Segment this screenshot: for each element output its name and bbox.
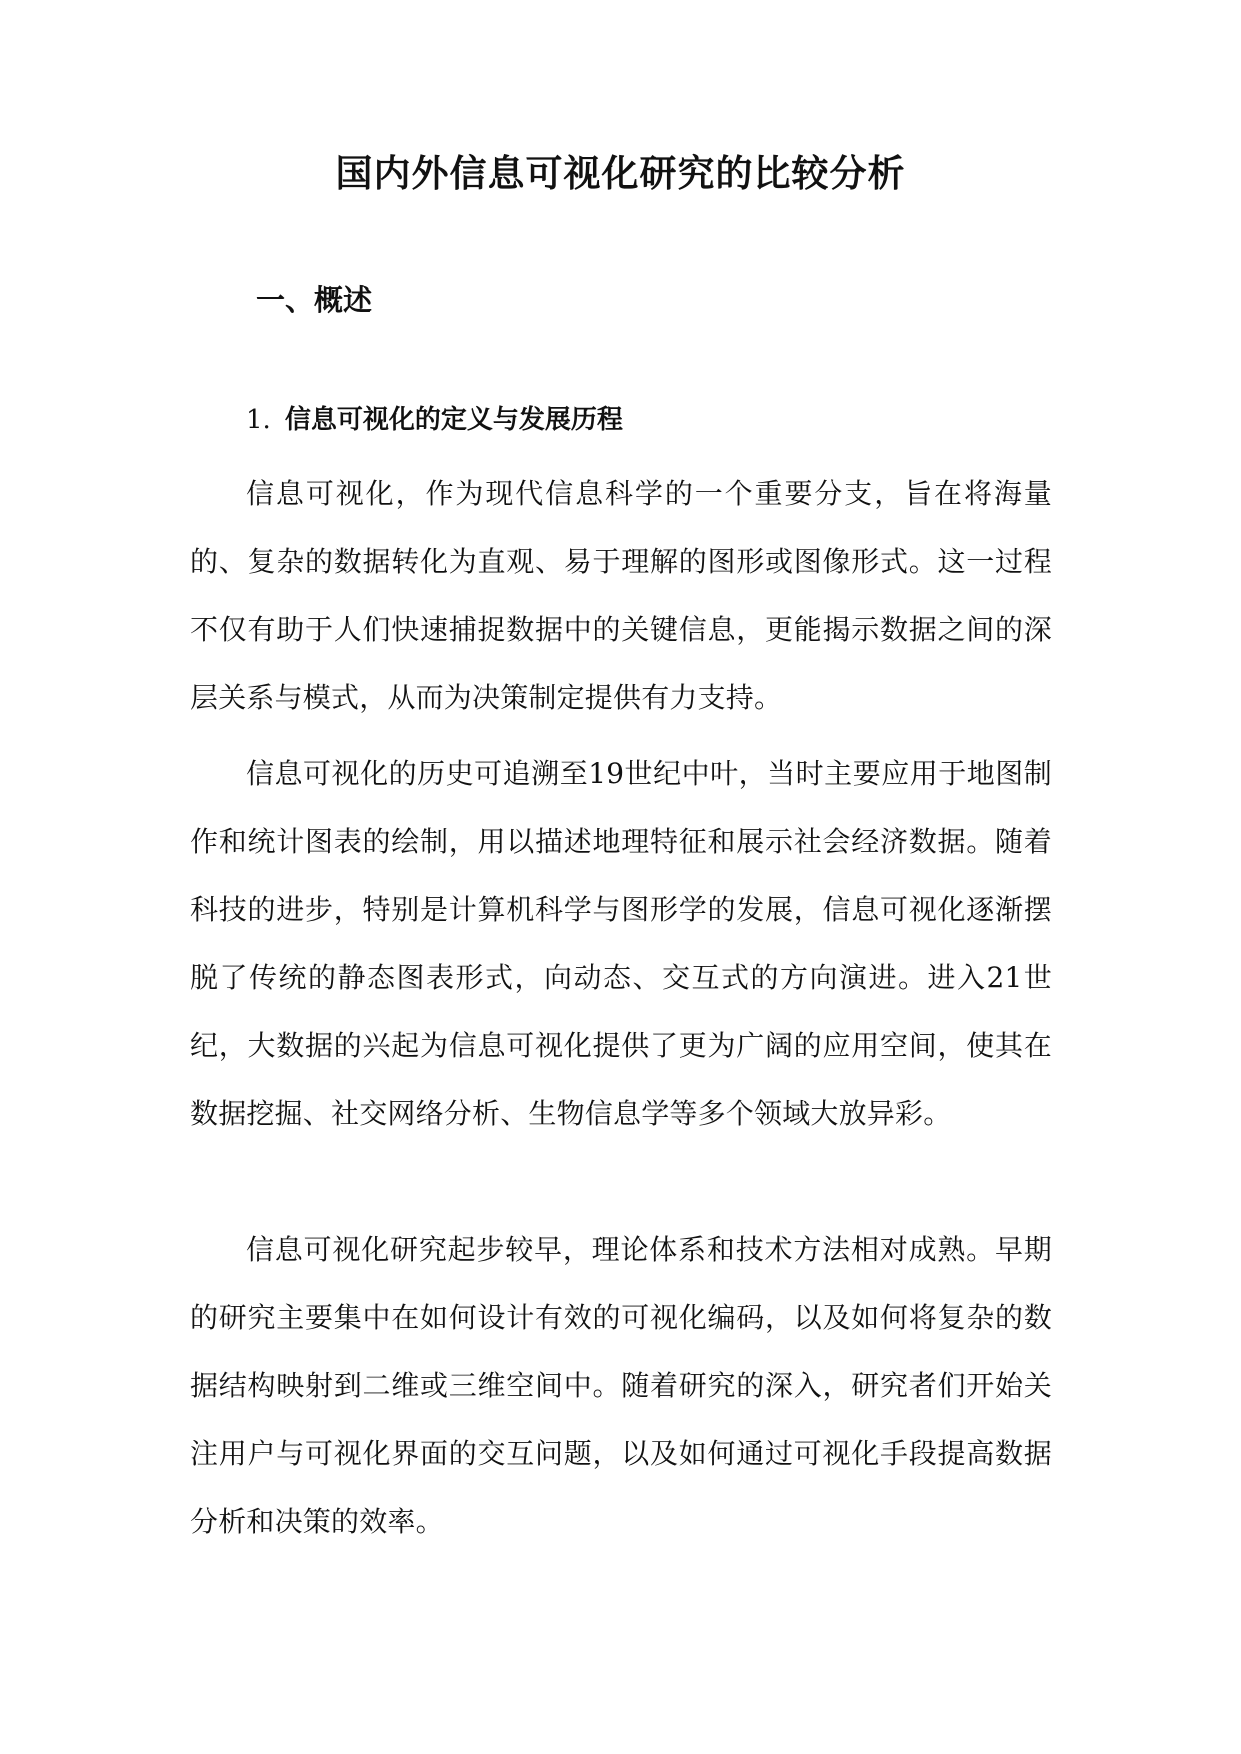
subsection-number: 1. xyxy=(246,405,271,435)
section-heading: 一、概述 xyxy=(256,283,373,317)
paragraph-definition: 信息可视化，作为现代信息科学的一个重要分支，旨在将海量的、复杂的数据转化为直观、易于理解的图形或图像形式。这一过程不仅有助于人们快速捕捉数据中的关键信息，更能揭示数据之间的深层关系与模式，从而为决策制定提供有力支持。 xyxy=(190,477,1052,714)
subsection-title: 信息可视化的定义与发展历程 xyxy=(284,405,623,435)
paragraph-research: 信息可视化研究起步较早，理论体系和技术方法相对成熟。早期的研究主要集中在如何设计有效的可视化编码，以及如何将复杂的数据结构映射到二维或三维空间中。随着研究的深入，研究者们开始关注用户与可视化界面的交互问题，以及如何通过可视化手段提高数据分析和决策的效率。 xyxy=(190,1233,1052,1538)
document-title: 国内外信息可视化研究的比较分析 xyxy=(335,152,906,195)
paragraph-history: 信息可视化的历史可追溯至19世纪中叶，当时主要应用于地图制作和统计图表的绘制，用以描述地理特征和展示社会经济数据。随着科技的进步，特别是计算机科学与图形学的发展，信息可视化逐渐摆脱了传统的静态图表形式，向动态、交互式的方向演进。进入21世纪，大数据的兴起为信息可视化提供了更为广阔的应用空间，使其在数据挖掘、社交网络分析、生物信息学等多个领域大放异彩。 xyxy=(190,757,1052,1130)
subsection-heading xyxy=(246,400,623,440)
